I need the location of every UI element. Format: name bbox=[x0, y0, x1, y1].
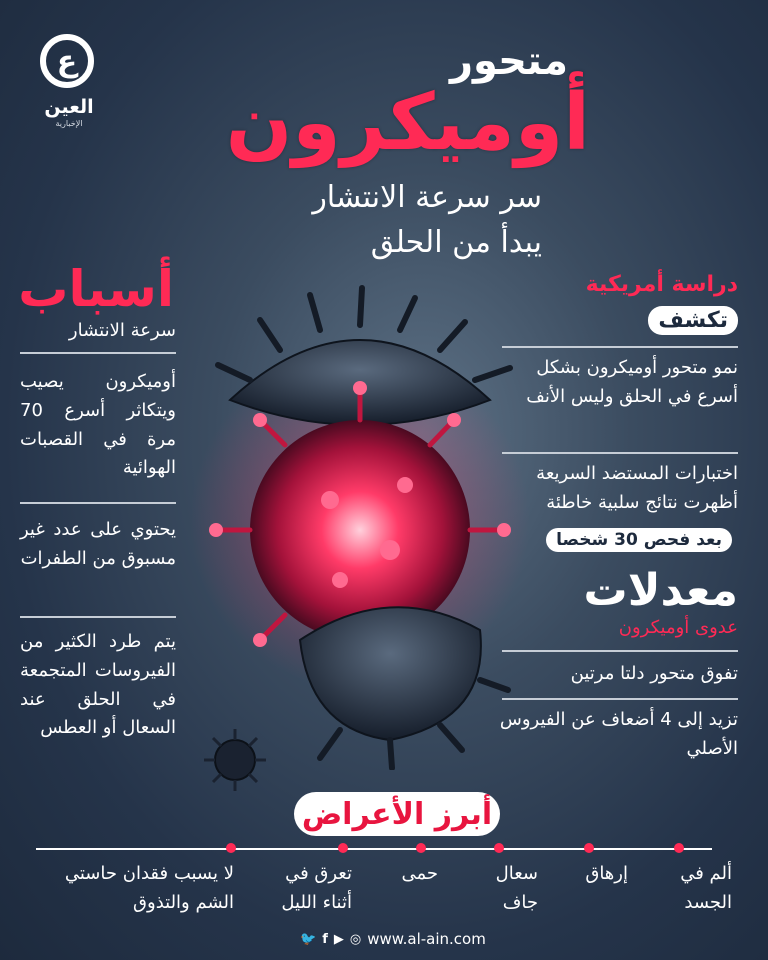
symptom-dot bbox=[338, 843, 348, 853]
rates-heading: معدلات bbox=[583, 565, 738, 616]
small-virus-illustration bbox=[200, 725, 270, 795]
left-divider-1 bbox=[20, 352, 176, 354]
left-item-3: يتم طرد الكثير من الفيروسات المتجمعة في الحلق عند السعال أو العطس bbox=[20, 631, 176, 739]
facebook-icon[interactable]: f bbox=[322, 931, 328, 947]
title-small: متحور bbox=[449, 38, 568, 84]
symptom-dot bbox=[674, 843, 684, 853]
virus-illustration bbox=[190, 280, 540, 770]
rates-subheading: عدوى أوميكرون bbox=[618, 617, 738, 638]
symptom-dot bbox=[226, 843, 236, 853]
right-item-2: اختبارات المستضد السريعة أظهرت نتائج سلبية خاطئة bbox=[536, 463, 738, 513]
left-subheading: سرعة الانتشار bbox=[68, 320, 176, 341]
rate-item-1: تفوق متحور دلتا مرتين bbox=[570, 663, 738, 684]
left-item-1: أوميكرون يصيب ويتكاثر أسرع 70 مرة في القصبات الهوائية bbox=[20, 371, 176, 479]
left-heading: أسباب bbox=[18, 260, 174, 318]
footer-url[interactable]: www.al-ain.com bbox=[367, 930, 486, 948]
instagram-icon[interactable]: ◎ bbox=[349, 931, 362, 947]
rate-item-2: تزيد إلى 4 أضعاف عن الفيروس الأصلي bbox=[499, 709, 738, 759]
virus-bottom-shell bbox=[300, 607, 508, 768]
symptom-dot bbox=[416, 843, 426, 853]
right-divider-2 bbox=[502, 452, 738, 454]
right-divider-1 bbox=[502, 346, 738, 348]
twitter-icon[interactable]: 🐦 bbox=[300, 931, 317, 947]
left-divider-3 bbox=[20, 616, 176, 618]
logo-subtitle: الإخبارية bbox=[55, 119, 83, 128]
symptom-dot bbox=[494, 843, 504, 853]
symptom-item: تعرق في أثناء الليل bbox=[281, 863, 352, 913]
subtitle-line-2: يبدأ من الحلق bbox=[370, 225, 542, 260]
symptom-item: حمى bbox=[401, 863, 438, 884]
subtitle-line-1: سر سرعة الانتشار bbox=[312, 180, 542, 215]
left-divider-2 bbox=[20, 502, 176, 504]
symptoms-heading: أبرز الأعراض bbox=[294, 792, 500, 836]
right-divider-4 bbox=[502, 698, 738, 700]
symptom-item: إرهاق bbox=[585, 863, 628, 884]
logo-ring bbox=[40, 34, 94, 88]
page-title: أوميكرون bbox=[225, 78, 590, 168]
right-item-1: نمو متحور أوميكرون بشكل أسرع في الحلق وليس الأنف bbox=[526, 357, 738, 407]
virus-top-shell bbox=[218, 288, 510, 425]
symptom-item: ألم في الجسد bbox=[680, 863, 732, 913]
footer bbox=[300, 930, 486, 948]
logo-name: العين bbox=[44, 96, 94, 118]
right-divider-3 bbox=[502, 650, 738, 652]
symptoms-timeline bbox=[36, 848, 712, 850]
right-heading-pill: تكشف bbox=[648, 306, 738, 335]
right-heading: دراسة أمريكية bbox=[585, 272, 738, 297]
symptom-dot bbox=[584, 843, 594, 853]
youtube-icon[interactable]: ▶ bbox=[333, 931, 344, 947]
sample-size-pill: بعد فحص 30 شخصا bbox=[546, 528, 732, 552]
symptom-item: لا يسبب فقدان حاستي الشم والتذوق bbox=[64, 863, 234, 913]
logo-glyph: ع bbox=[56, 43, 78, 79]
left-item-2: يحتوي على عدد غير مسبوق من الطفرات bbox=[20, 519, 176, 569]
symptom-item: سعال جاف bbox=[495, 863, 538, 913]
